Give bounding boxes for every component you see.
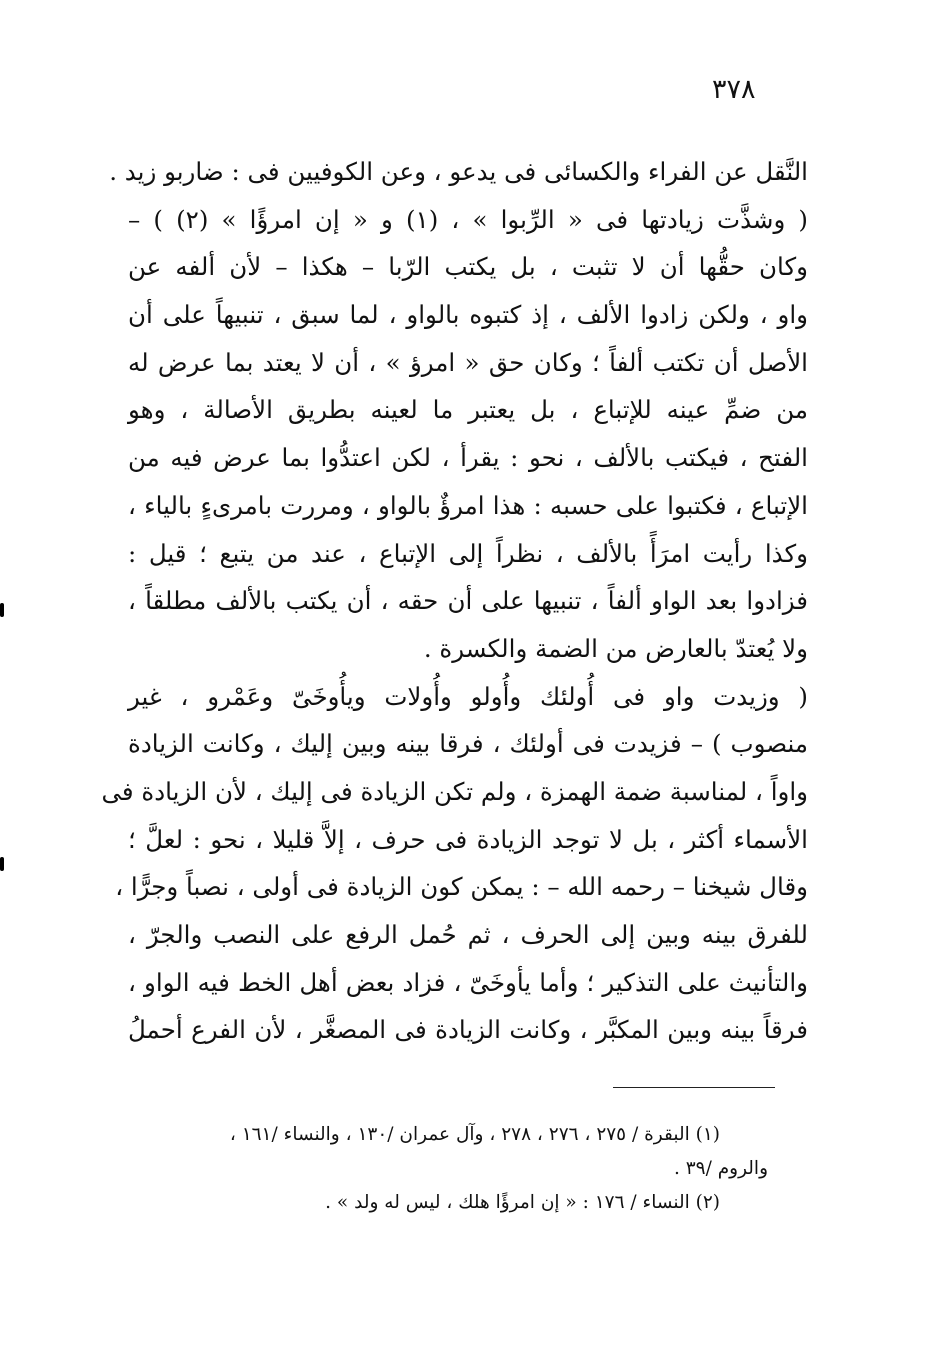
text-line: ولا يُعتدّ بالعارض من الضمة والكسرة . [423,633,808,663]
scan-edge-mark [0,603,4,617]
text-line: واو ، ولكن زادوا الألف ، إذ كتبوه بالواو ، لما سبق ، تنبيهاً على أن [128,300,808,330]
text-line: ( وزيدت واو فى أُولئك وأُولو وأُولات ويأُوخَىّ وعَمْرو ، غير [128,681,808,711]
text-line: وكان حقُّها أن لا تثبت ، بل يكتب الرّبا – هكذا – لأن ألفه عن [128,252,808,282]
text-line: فرقاً بينه وبين المكبَّر ، وكانت الزيادة فى المصغَّر ، لأن الفرع أحملُ [128,1015,808,1045]
text-line: للفرق بينه وبين إلى الحرف ، ثم حُمل الرفع على النصب والجرّ ، [128,920,808,949]
page-number: ٣٧٨ [712,74,756,105]
footnote-line: (٢) النساء / ١٧٦ : « إن امرؤًا هلك ، ليس له ولد » . [325,1192,720,1213]
text-line: النَّقل عن الفراء والكسائى فى يدعو ، وعن الكوفيين فى : ضاربو زيد . [109,157,808,186]
body-text [101,148,808,1054]
footnote-line: والروم /٣٩ . [673,1158,768,1179]
text-line: الفتح ، فيكتب بالألف ، نحو : يقرأ ، لكن اعتدُّوا بما عرض فيه من [128,443,808,473]
text-line: واواً ، لمناسبة ضمة الهمزة ، ولم تكن الزيادة فى إليك ، لأن الزيادة فى [101,776,808,806]
text-line: والتأنيث على التذكير ؛ وأما يأوخَىّ ، فزاد بعض أهل الخط فيه الواو ، [128,967,808,997]
scan-edge-mark [0,857,4,871]
text-line: وكذا رأيت امرَأً بالألف ، نظراً إلى الإتباع ، عند من يتبع ؛ قيل : [128,538,808,568]
text-line: ( وشذَّت زيادتها فى « الرِّبوا » ، (١) و « إن امرؤًا » (٢) ) – [128,204,808,234]
text-line: وقال شيخنا – رحمه الله – : يمكن كون الزيادة فى أولى ، نصباً وجرًّا ، [115,872,808,902]
text-line: منصوب ) – فزيدت فى أولئك ، فرقا بينه وبين إليك ، وكانت الزيادة [128,729,808,759]
footnote-line: (١) البقرة / ٢٧٥ ، ٢٧٦ ، ٢٧٨ ، وآل عمران /١٣٠ ، والنساء /١٦١ ، [229,1124,720,1145]
footnote-separator [613,1087,775,1088]
text-line: الأصل أن تكتب ألفاً ؛ وكان حق « امرؤ » ، أن لا يعتد بما عرض له [128,347,808,377]
text-line: الإتباع ، فكتبوا على حسبه : هذا امرؤٌ بالواو ، ومررت بامرىءٍ بالياء ، [128,490,808,520]
text-line: الأسماء أكثر ، بل لا توجد الزيادة فى حرف ، إلاَّ قليلا ، نحو : لعلَّ ؛ [128,824,808,854]
footnotes [128,1118,808,1220]
text-line: من ضمِّ عينه للإتباع ، بل يعتبر ما لعينه بطريق الأصالة ، وهو [128,395,808,425]
text-line: فزادوا بعد الواو ألفاً ، تنبيها على أن حقه ، أن يكتب بالألف مطلقاً ، [128,586,808,616]
